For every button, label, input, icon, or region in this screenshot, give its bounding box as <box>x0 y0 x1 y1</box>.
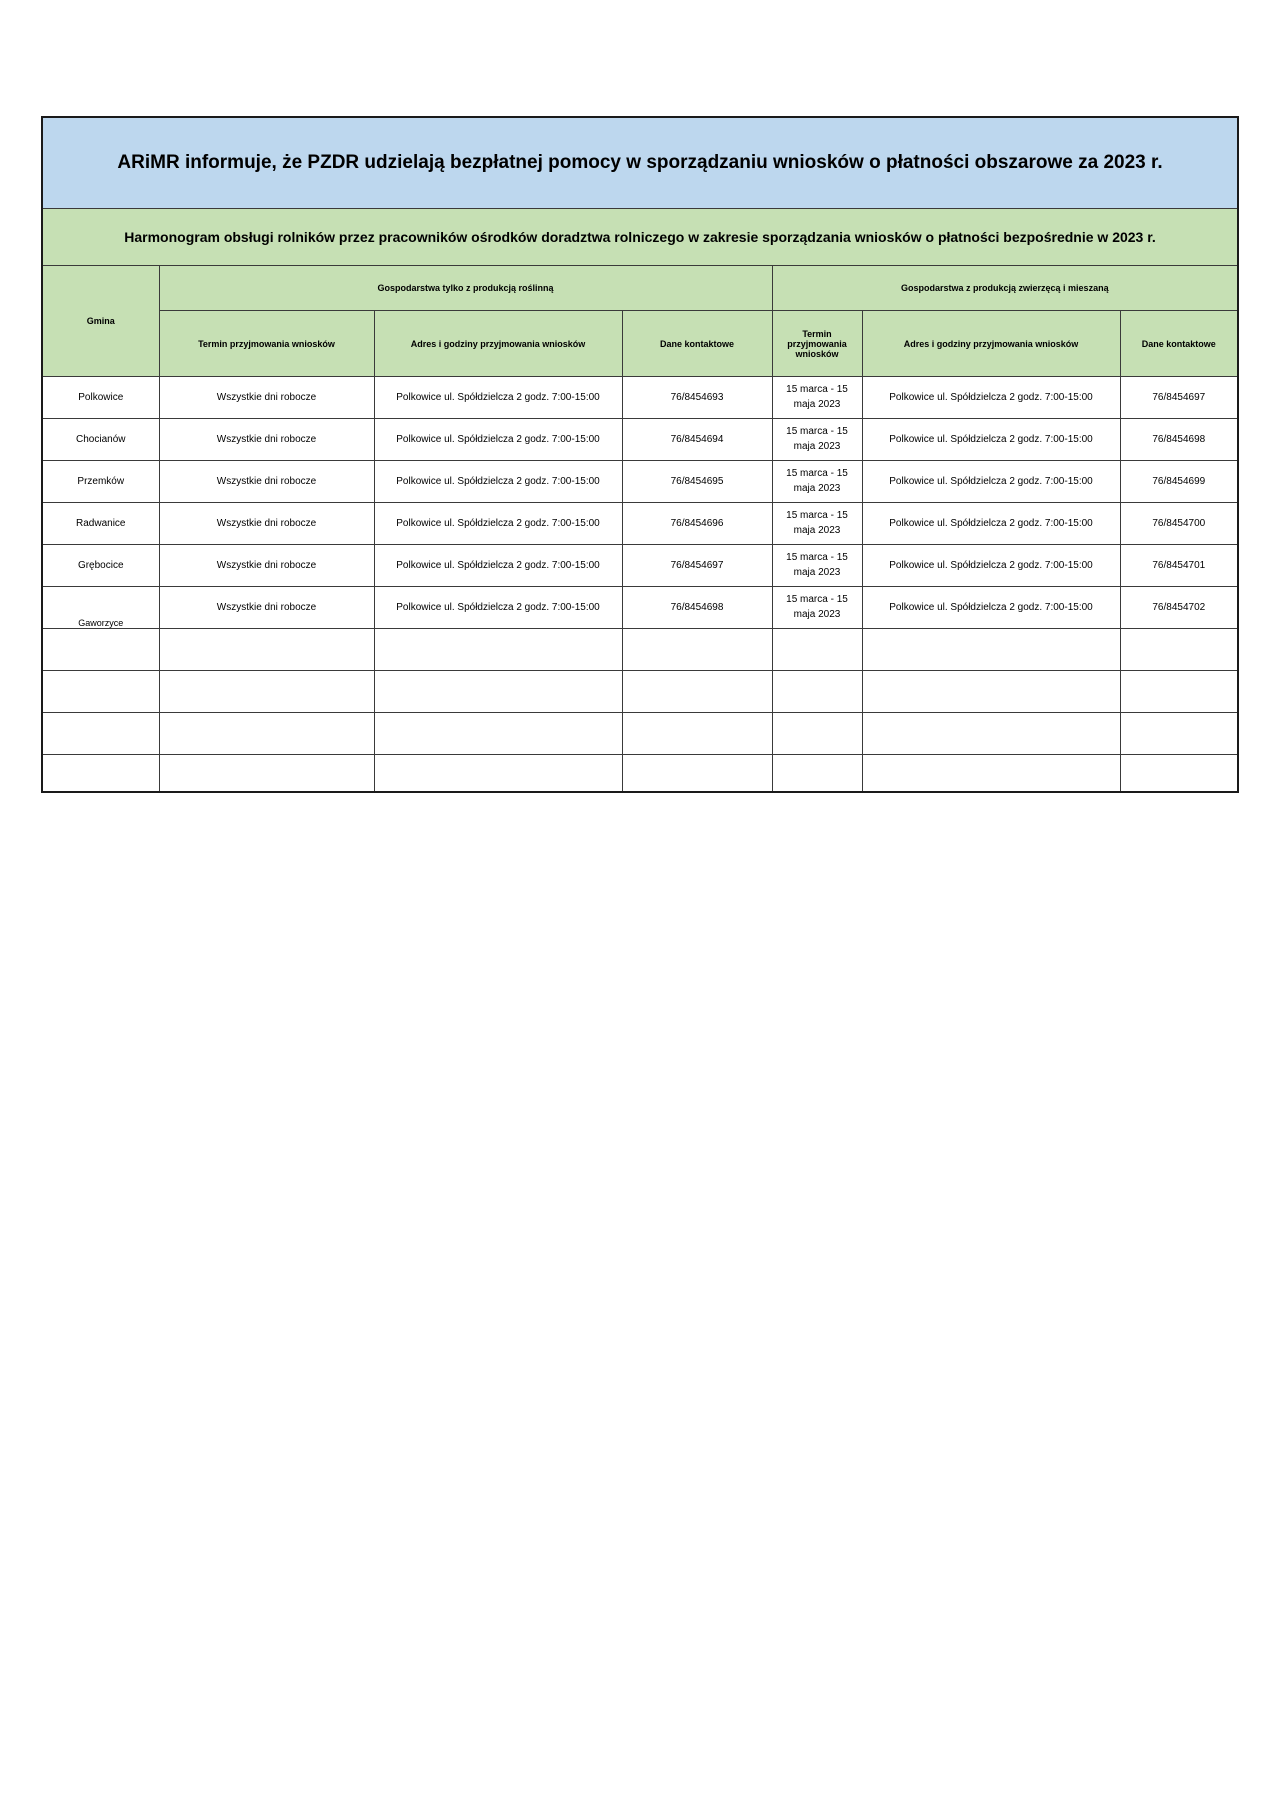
table-row <box>42 461 1238 503</box>
header-mixed-term: Termin przyjmowania wniosków <box>772 311 862 377</box>
cell-mixed-term: 15 marca - 15 maja 2023 <box>772 377 862 419</box>
cell-mixed-term: 15 marca - 15 maja 2023 <box>772 461 862 503</box>
empty-row <box>42 671 1238 713</box>
cell-plant-contact: 76/8454698 <box>622 587 772 629</box>
cell-plant-address: Polkowice ul. Spółdzielcza 2 godz. 7:00-15:00 <box>374 503 622 545</box>
cell-mixed-term: 15 marca - 15 maja 2023 <box>772 545 862 587</box>
cell-mixed-term: 15 marca - 15 maja 2023 <box>772 503 862 545</box>
cell-mixed-contact: 76/8454701 <box>1120 545 1238 587</box>
page-title: ARiMR informuje, że PZDR udzielają bezpłatnej pomocy w sporządzaniu wniosków o płatności obszarowe za 2023 r. <box>42 117 1238 209</box>
cell-gmina: Przemków <box>42 461 159 503</box>
cell-mixed-term: 15 marca - 15 maja 2023 <box>772 419 862 461</box>
cell-plant-term: Wszystkie dni robocze <box>159 545 374 587</box>
header-plant-term: Termin przyjmowania wniosków <box>159 311 374 377</box>
header-mixed-contact: Dane kontaktowe <box>1120 311 1238 377</box>
cell-mixed-contact: 76/8454700 <box>1120 503 1238 545</box>
cell-plant-contact: 76/8454696 <box>622 503 772 545</box>
cell-plant-term: Wszystkie dni robocze <box>159 461 374 503</box>
cell-plant-term: Wszystkie dni robocze <box>159 503 374 545</box>
cell-plant-address: Polkowice ul. Spółdzielcza 2 godz. 7:00-15:00 <box>374 419 622 461</box>
cell-plant-contact: 76/8454695 <box>622 461 772 503</box>
header-plant-contact: Dane kontaktowe <box>622 311 772 377</box>
cell-gmina: Grębocice <box>42 545 159 587</box>
cell-mixed-address: Polkowice ul. Spółdzielcza 2 godz. 7:00-15:00 <box>862 377 1120 419</box>
cell-gmina: Radwanice <box>42 503 159 545</box>
header-gmina: Gmina <box>42 266 159 377</box>
cell-mixed-address: Polkowice ul. Spółdzielcza 2 godz. 7:00-15:00 <box>862 461 1120 503</box>
table-row <box>42 587 1238 629</box>
cell-mixed-address: Polkowice ul. Spółdzielcza 2 godz. 7:00-15:00 <box>862 503 1120 545</box>
table-row <box>42 503 1238 545</box>
cell-plant-address: Polkowice ul. Spółdzielcza 2 godz. 7:00-15:00 <box>374 545 622 587</box>
cell-mixed-contact: 76/8454699 <box>1120 461 1238 503</box>
empty-row <box>42 713 1238 755</box>
cell-mixed-contact: 76/8454697 <box>1120 377 1238 419</box>
cell-mixed-contact: 76/8454702 <box>1120 587 1238 629</box>
header-group-plant: Gospodarstwa tylko z produkcją roślinną <box>159 266 772 311</box>
cell-gmina: Polkowice <box>42 377 159 419</box>
schedule-subtitle: Harmonogram obsługi rolników przez pracowników ośrodków doradztwa rolniczego w zakresie sporządzania wniosków o płatności bezpośrednie w 2023 r. <box>42 209 1238 266</box>
header-group-mixed: Gospodarstwa z produkcją zwierzęcą i mieszaną <box>772 266 1238 311</box>
cell-plant-address: Polkowice ul. Spółdzielcza 2 godz. 7:00-15:00 <box>374 587 622 629</box>
cell-mixed-address: Polkowice ul. Spółdzielcza 2 godz. 7:00-15:00 <box>862 545 1120 587</box>
cell-plant-term: Wszystkie dni robocze <box>159 587 374 629</box>
table-row <box>42 419 1238 461</box>
cell-plant-address: Polkowice ul. Spółdzielcza 2 godz. 7:00-15:00 <box>374 461 622 503</box>
cell-mixed-term: 15 marca - 15 maja 2023 <box>772 587 862 629</box>
header-mixed-address: Adres i godziny przyjmowania wniosków <box>862 311 1120 377</box>
cell-plant-contact: 76/8454697 <box>622 545 772 587</box>
table-row <box>42 545 1238 587</box>
header-plant-address: Adres i godziny przyjmowania wniosków <box>374 311 622 377</box>
table-row <box>42 377 1238 419</box>
cell-gmina: Chocianów <box>42 419 159 461</box>
cell-gmina: Gaworzyce <box>42 587 159 629</box>
cell-plant-contact: 76/8454694 <box>622 419 772 461</box>
empty-row <box>42 629 1238 671</box>
cell-mixed-contact: 76/8454698 <box>1120 419 1238 461</box>
cell-mixed-address: Polkowice ul. Spółdzielcza 2 godz. 7:00-15:00 <box>862 587 1120 629</box>
cell-plant-term: Wszystkie dni robocze <box>159 377 374 419</box>
cell-plant-address: Polkowice ul. Spółdzielcza 2 godz. 7:00-15:00 <box>374 377 622 419</box>
empty-row <box>42 755 1238 793</box>
cell-plant-contact: 76/8454693 <box>622 377 772 419</box>
cell-plant-term: Wszystkie dni robocze <box>159 419 374 461</box>
schedule-table <box>41 116 1239 793</box>
cell-mixed-address: Polkowice ul. Spółdzielcza 2 godz. 7:00-15:00 <box>862 419 1120 461</box>
